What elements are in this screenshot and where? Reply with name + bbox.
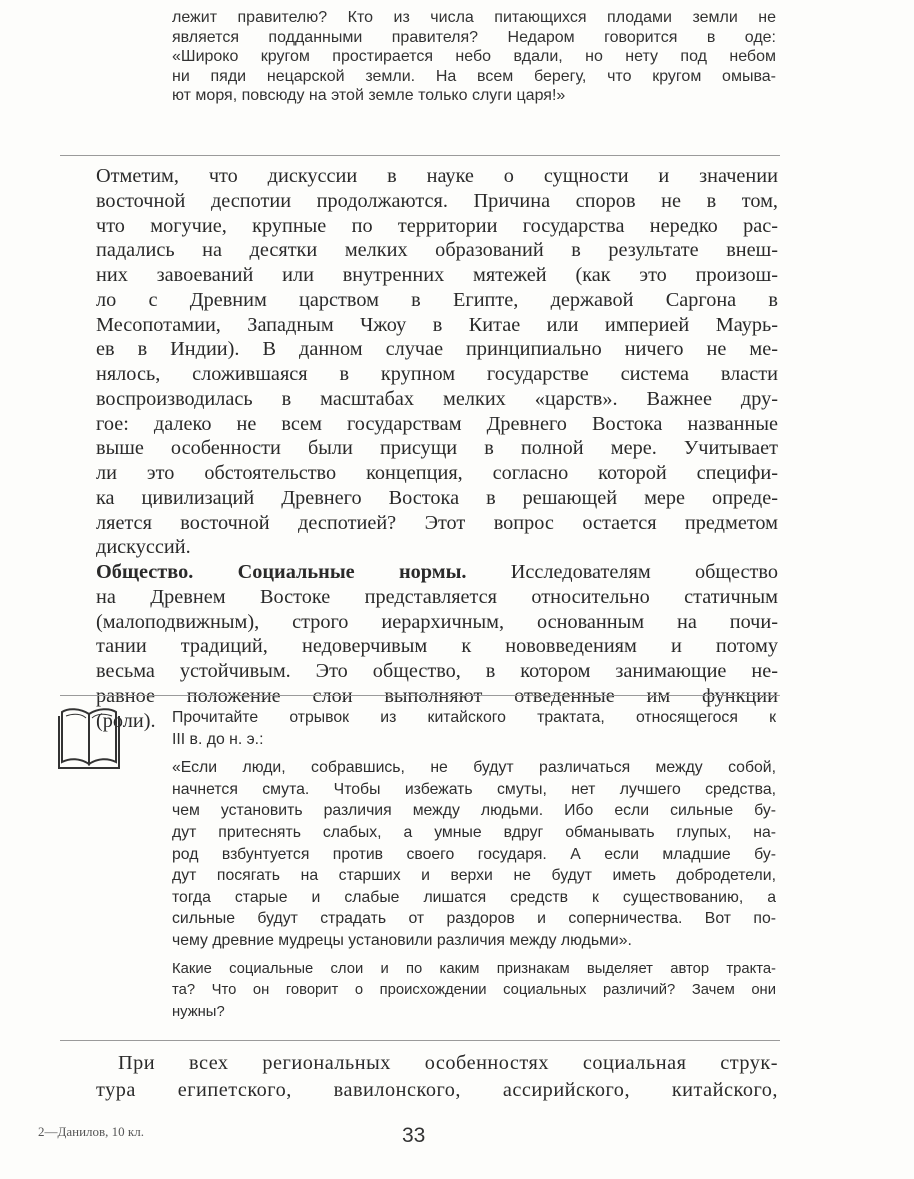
text-line: является подданными правителя? Недаром говорится в оде: [172,28,776,46]
text-line: нялось, сложившаяся в крупном государстве система власти [96,363,778,385]
text-line: восточной деспотии продолжаются. Причина споров не в том, [96,189,778,212]
quote-line: начнется смута. Чтобы избежать смуты, нет лучшего средства, [172,780,776,798]
quote-line: род взбунтуется против своего государя. А если младшие бу- [172,845,776,863]
page-number: 33 [402,1124,426,1147]
reading-box [172,707,776,1023]
quote-line: чем установить различия между людьми. Ибо если сильные бу- [172,802,776,820]
question-line: та? Что он говорит о происхождении социальных различий? Зачем они [172,982,776,999]
text-line: «Широко кругом простирается небо вдали, но нету под небом [172,48,776,66]
text-line: ли это обстоятельство концепция, согласно которой специфи- [96,462,778,484]
text-line: гое: далеко не всем государствам Древнего Востока названные [96,412,778,435]
text-line: При всех региональных особенностях социальная струк- [118,1052,778,1074]
text-line: Месопотамии, Западным Чжоу в Китае или империей Маурь- [96,313,778,336]
text-line: дискуссий. [96,536,191,559]
text-line: ни пяди нецарской земли. На всем берегу, что кругом омыва- [172,67,776,85]
text-line: тании традиций, недоверчивым к нововведениям и потому [96,635,778,658]
divider [60,695,780,696]
divider [60,1040,780,1041]
text-line: них завоеваний или внутренних мятежей (как это произош- [96,264,778,286]
open-book-icon [58,704,120,770]
text-line: ют моря, повсюду на этой земле только слуги царя!» [172,87,566,105]
printer-signature: 2—Данилов, 10 кл. [38,1124,144,1139]
text-line: ляется восточной деспотией? Этот вопрос остается предметом [96,511,778,534]
text-fragment: Исследователям общество [510,561,778,583]
text-line: ка цивилизаций Древнего Востока в решающей мере опреде- [96,486,778,509]
quote-line: сильные будут страдать от раздоров и соперничества. Вот по- [172,910,776,928]
text-line: выше особенности были присущи в полной мере. Учитывает [96,437,778,460]
section-heading: Общество. Социальные нормы. [96,561,467,583]
main-text [96,164,778,733]
text-line: на Древнем Востоке представляется относительно статичным [96,585,778,608]
text-line: тура египетского, вавилонского, ассирийского, китайского, [96,1079,778,1101]
question-line: Какие социальные слои и по каким признакам выделяет автор тракта- [172,960,776,977]
divider [60,155,780,156]
text-line: (роли). [96,709,156,732]
text-line: равное положение слои выполняют отведенные им функции [96,684,778,707]
quote-line: дут посягать на старших и верхи не будут иметь добродетели, [172,867,776,885]
text-line: падались на десятки мелких образований в результате внеш- [96,239,778,262]
quote-line: тогда старые и слабые лишатся средств к существованию, а [172,888,776,906]
quote-line: дут притеснять слабых, а умные вдруг обманывать глупых, на- [172,823,776,841]
section-first-line [96,560,778,585]
text-line: воспроизводилась в масштабах мелких «царств». Важнее дру- [96,387,778,410]
text-line: что могучие, крупные по территории государства нередко рас- [96,214,778,237]
text-line: лежит правителю? Кто из числа питающихся плодами земли не [172,9,776,26]
text-line: III в. до н. э.: [172,730,264,748]
quote-line: «Если люди, собравшись, не будут различаться между собой, [172,759,776,777]
text-line: ев в Индии). В данном случае принципиально ничего не ме- [96,338,778,361]
quote-line: чему древние мудрецы установили различия между людьми». [172,931,632,949]
text-line: ло с Древним царством в Египте, державой Саргона в [96,288,778,311]
text-line: (малоподвижным), строго иерархичным, основанным на почи- [96,610,778,633]
text-line: весьма устойчивым. Это общество, в котором занимающие не- [96,660,778,682]
text-line: Прочитайте отрывок из китайского трактата, относящегося к [172,709,776,726]
text-line: Отметим, что дискуссии в науке о сущности и значении [96,165,778,187]
question-line: нужны? [172,1003,225,1020]
bottom-text [96,1050,778,1104]
quoted-excerpt [172,8,776,106]
